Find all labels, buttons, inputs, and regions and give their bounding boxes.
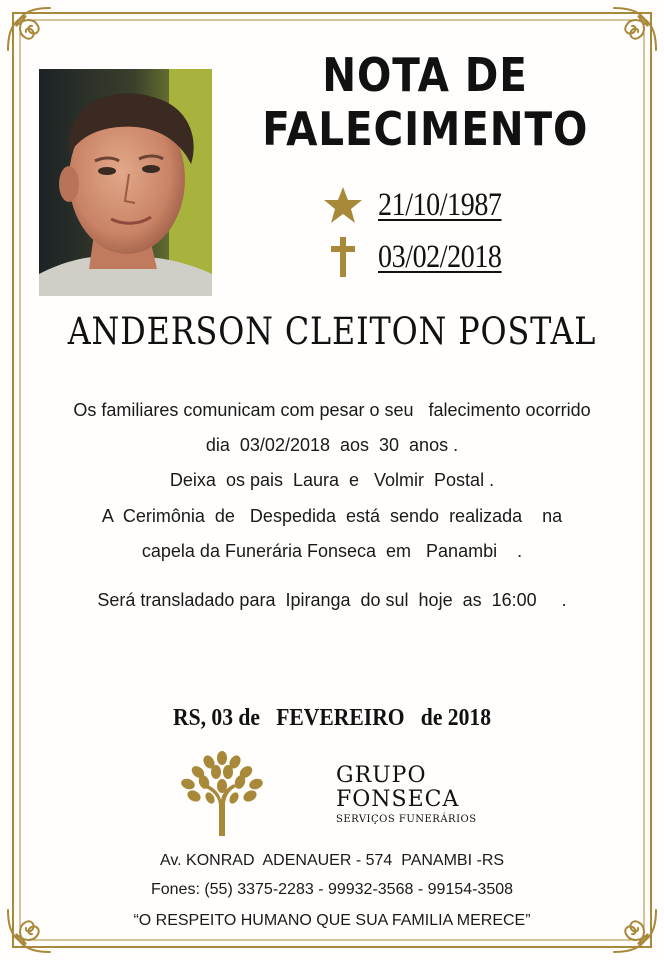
title-line-2: FALECIMENTO	[262, 102, 589, 156]
birth-date-row	[322, 184, 523, 226]
portrait-photo	[39, 69, 212, 296]
body-line-2: dia 03/02/2018 aos 30 anos .	[205, 435, 459, 455]
death-date: 03/02/2018	[378, 238, 502, 275]
deceased-name: ANDERSON CLEITON POSTAL	[67, 310, 597, 353]
body-line-3: Deixa os pais Laura e Volmir Postal .	[169, 470, 495, 490]
brand-name-line-2: FONSECA	[336, 787, 460, 812]
star-icon	[322, 184, 364, 226]
notice-title	[262, 48, 588, 156]
brand-tagline: SERVIÇOS FUNERÁRIOS	[336, 814, 477, 825]
footer-address: Av. KONRAD ADENAUER - 574 PANAMBI -RS	[159, 852, 505, 869]
body-line-4: A Cerimônia de Despedida está sendo realizada na	[101, 506, 563, 526]
tree-logo-icon	[176, 748, 268, 838]
footer-phones: Fones: (55) 3375-2283 - 99932-3568 - 99154-3508	[150, 881, 514, 898]
title-line-1: NOTA DE	[322, 48, 528, 102]
body-line-1: Os familiares comunicam com pesar o seu falecimento ocorrido	[73, 400, 591, 420]
body-line-5: capela da Funerária Fonseca em Panambi .	[141, 541, 523, 561]
brand-block	[336, 764, 477, 825]
death-date-row	[322, 236, 523, 278]
place-date: RS, 03 de FEVEREIRO de 2018	[172, 705, 492, 731]
cross-icon	[322, 236, 364, 278]
footer-slogan: “O RESPEITO HUMANO QUE SUA FAMILIA MERECE”	[133, 912, 531, 929]
birth-date: 21/10/1987	[378, 186, 502, 223]
brand-name-line-1: GRUPO	[336, 763, 427, 788]
body-line-6: Será transladado para Ipiranga do sul hoje as 16:00 .	[97, 590, 567, 610]
